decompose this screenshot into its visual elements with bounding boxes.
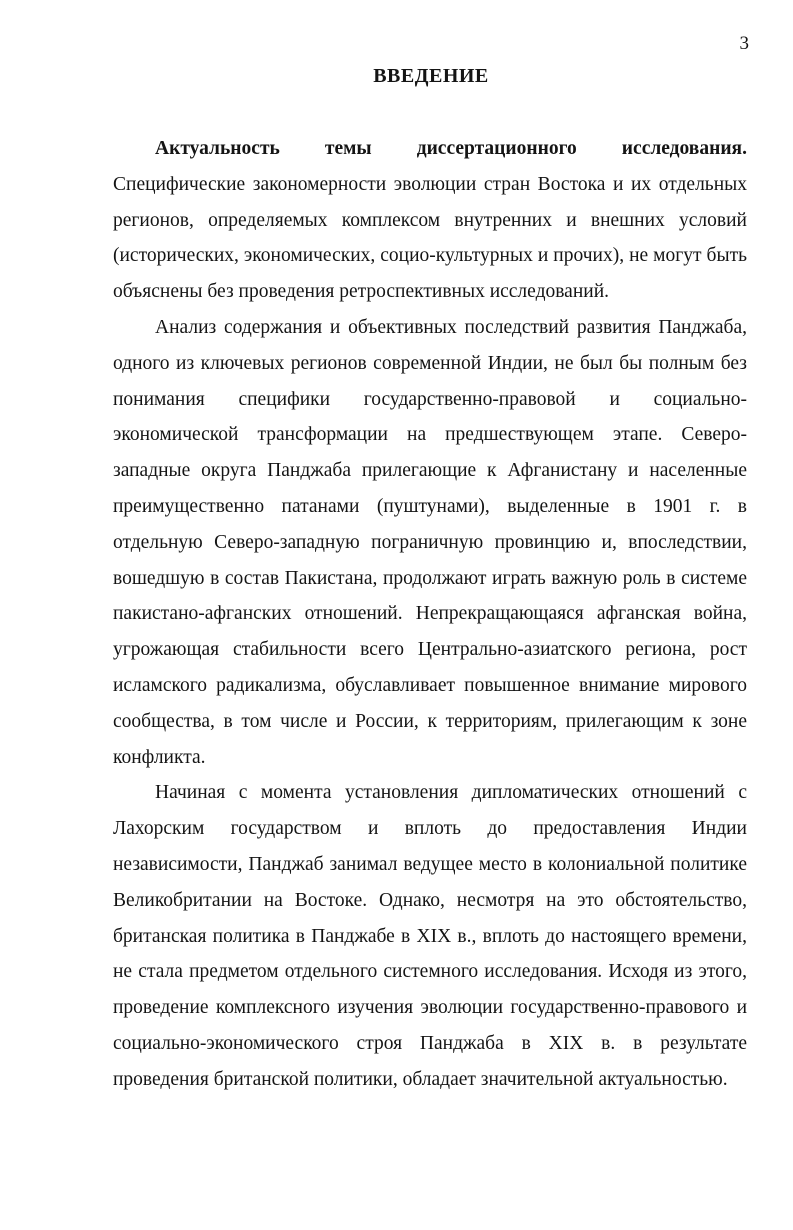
body-text xyxy=(113,131,747,1098)
paragraph-relevance xyxy=(113,131,747,310)
paragraph-text: Специфические закономерности эволюции стран Востока и их отдельных регионов, определяемых комплексом внутренних и внешних условий (исторических, экономических, социо-культурных и прочих), не могут быть объяснены без проведения ретроспективных исследований. xyxy=(113,173,747,303)
paragraph-british-policy: Начиная с момента установления дипломатических отношений с Лахорским государством и вплоть до предоставления Индии независимости, Панджаб занимал ведущее место в колониальной политике Великобритании на Востоке. Однако, несмотря на это обстоятельство, британская политика в Панджабе в XIX в., вплоть до настоящего времени, не стала предметом отдельного системного исследования. Исходя из этого, проведение комплексного изучения эволюции государственно-правового и социально-экономического строя Панджаба в XIX в. в результате проведения британской политики, обладает значительной актуальностью. xyxy=(113,782,747,1090)
paragraph-punjab-analysis: Анализ содержания и объективных последствий развития Панджаба, одного из ключевых регионов современной Индии, не был бы полным без понимания специфики государственно-правовой и социально-экономической трансформации на предшествующем этапе. Северо-западные округа Панджаба прилегающие к Афганистану и населенные преимущественно патанами (пуштунами), выделенные в 1901 г. в отдельную Северо-западную пограничную провинцию и, впоследствии, вошедшую в состав Пакистана, продолжают играть важную роль в системе пакистано-афганских отношений. Непрекращающаяся афганская война, угрожающая стабильности всего Центрально-азиатского региона, рост исламского радикализма, обуславливает повышенное внимание мирового сообщества, в том числе и России, к территориям, прилегающим к зоне конфликта. xyxy=(113,316,747,768)
page-number: 3 xyxy=(739,33,749,54)
page-title: ВВЕДЕНИЕ xyxy=(373,65,489,87)
section-lead: Актуальность темы диссертационного исследования. xyxy=(155,138,747,159)
